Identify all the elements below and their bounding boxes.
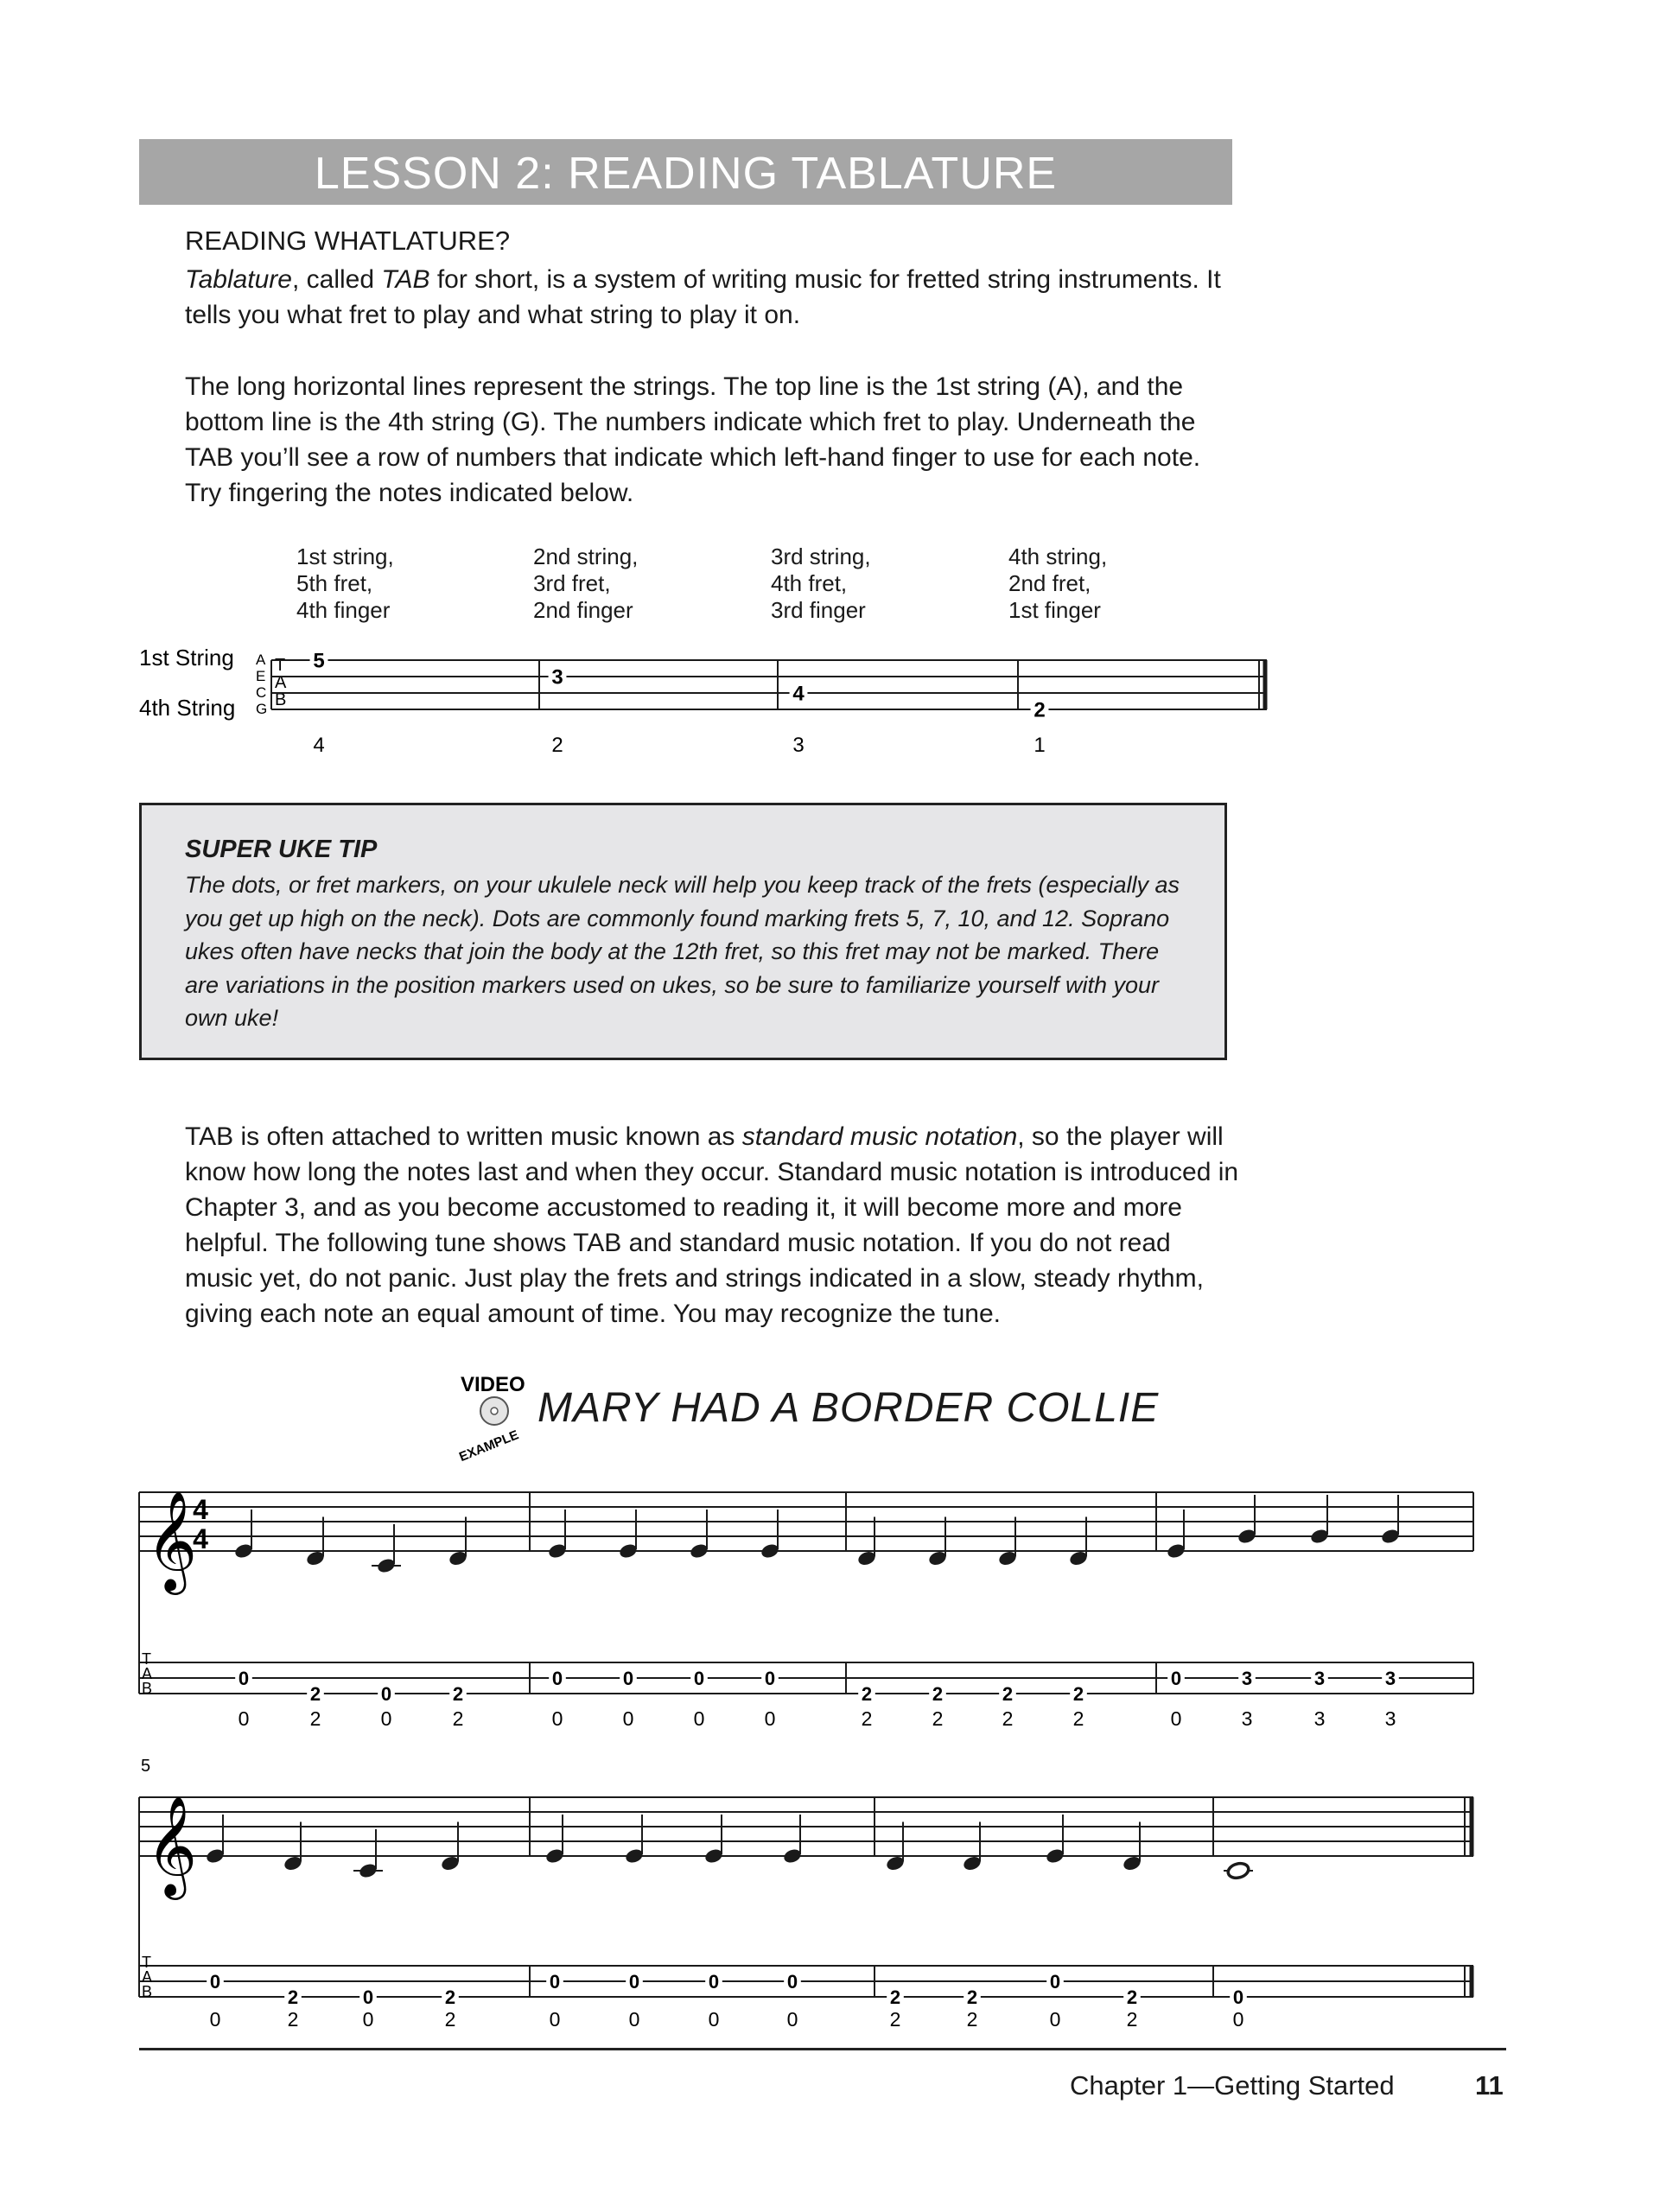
finger-number: 2 [1002,1707,1014,1730]
tab-clef-t: T [142,1954,151,1971]
video-example-icon [457,1373,525,1465]
fret-number: 0 [549,1970,561,1993]
footer-chapter: Chapter 1—Getting Started [1070,2070,1395,2101]
fret-number: 3 [1313,1667,1326,1689]
fret-number: 0 [209,1970,221,1993]
finger-number: 0 [708,2008,720,2031]
fret-number: 3 [1241,1667,1253,1689]
time-signature-top: 4 [193,1494,208,1525]
fret-number: 2 [889,1986,901,2008]
fret-number: 2 [287,1986,299,2008]
finger-number: 3 [1313,1707,1326,1730]
finger-number: 0 [1170,1707,1182,1730]
finger-number: 2 [551,734,563,757]
finger-number: 2 [444,2008,456,2031]
finger-number: 2 [287,2008,299,2031]
tab-clef-t: T [275,656,286,675]
tab-example-staff [271,649,1267,757]
song-title: MARY HAD A BORDER COLLIE [537,1385,1160,1431]
whole-note [1226,1861,1250,1880]
fret-number: 0 [1049,1970,1061,1993]
tip-body: The dots, or fret markers, on your ukulele neck will help you keep track of the frets (especially as you get up high on the neck). Dots are commonly found marking frets 5, 7, 10, and 12. Soprano ukes often have necks that join the body at the 12th fret, so this fret may not be marked. There are variations in the position markers used on ukes, so be sure to familiarize yourself with your own uke! [185,872,1180,1031]
finger-number: 0 [628,2008,640,2031]
finger-number: 0 [380,1707,392,1730]
finger-number: 3 [1241,1707,1253,1730]
song-system [139,1492,1473,1730]
fret-number: 2 [1034,698,1046,722]
fret-number: 3 [551,665,563,690]
caption-line: 2nd string, [533,543,639,569]
treble-clef: 𝄞 [146,1492,198,1589]
intro-term: Tablature [185,265,292,294]
caption-line: 2nd fret, [1008,570,1091,596]
video-badge-bottom: EXAMPLE [457,1427,521,1465]
intro-text-1: , called [291,265,382,294]
page-number: 11 [1475,2070,1504,2101]
intro-abbr: TAB [381,265,430,294]
caption-line: 4th string, [1008,543,1108,569]
tab-clef-b: B [142,1680,153,1697]
caption-line: 5th fret, [296,570,373,596]
tip-title: SUPER UKE TIP [185,836,378,863]
tab-clef-t: T [142,1650,151,1668]
finger-number: 2 [309,1707,321,1730]
caption-line: 1st finger [1008,597,1101,623]
fret-number: 2 [1002,1682,1014,1705]
intro-text-2: for short, is a system of writing music for fretted string instruments. It tells you what fret to play and what string to play it on. [185,265,1221,329]
caption-line: 3rd string, [771,543,871,569]
finger-number: 2 [452,1707,464,1730]
footer-rule [139,2048,1506,2050]
fret-number: 0 [622,1667,634,1689]
finger-number: 2 [1126,2008,1138,2031]
notation-term: standard music notation [741,1122,1018,1151]
first-string-label: 1st String [139,645,234,671]
tab-clef-a: A [142,1968,153,1986]
fret-number: 0 [708,1970,720,1993]
finger-number: 0 [764,1707,776,1730]
tab-clef-a: A [142,1665,153,1682]
finger-number: 1 [1034,734,1046,757]
caption-line: 4th finger [296,597,391,623]
strings-paragraph: The long horizontal lines represent the strings. The top line is the 1st string (A), and the bottom line is the 4th string (G). The numbers indicate which fret to play. Underneath the TAB you’ll see a row of numbers that indicate which left-hand finger to use for each note. Try fingering the notes indicated below. [185,372,1201,507]
fret-number: 2 [309,1682,321,1705]
fret-number: 2 [932,1682,944,1705]
string-name-g: G [256,701,268,717]
tab-clef-b: B [142,1983,153,2000]
finger-number: 2 [966,2008,978,2031]
fret-number: 2 [861,1682,873,1705]
caption-line: 1st string, [296,543,394,569]
fret-number: 2 [1126,1986,1138,2008]
fret-number: 0 [380,1682,392,1705]
caption-line: 4th fret, [771,570,848,596]
tab-clef-a: A [275,673,287,692]
fret-number: 3 [1384,1667,1396,1689]
finger-number: 0 [209,2008,221,2031]
finger-number: 0 [362,2008,374,2031]
fret-number: 0 [693,1667,705,1689]
caption-line: 2nd finger [533,597,633,623]
tab-clef-b: B [275,690,287,709]
fret-number: 0 [362,1986,374,2008]
treble-clef: 𝄞 [146,1797,198,1894]
notation-text-2: , so the player will know how long the notes last and when they occur. Standard music notation is introduced in Chapter 3, and as you become accustomed to reading it, it will become more and more helpful. The following tune shows TAB and standard music notation. If you do not read music yet, do not panic. Just play the frets and strings indicated in a slow, steady rhythm, giving each note an equal amount of time. You may recognize the tune. [185,1122,1239,1328]
caption-line: 3rd fret, [533,570,611,596]
notation-text-1: TAB is often attached to written music known as [185,1122,742,1151]
fret-number: 0 [764,1667,776,1689]
fret-number: 5 [313,649,325,673]
finger-number: 0 [693,1707,705,1730]
finger-number: 0 [551,1707,563,1730]
string-name-a: A [256,652,266,668]
finger-number: 2 [932,1707,944,1730]
fourth-string-label: 4th String [139,695,236,721]
finger-number: 0 [1049,2008,1061,2031]
fret-number: 0 [786,1970,798,1993]
finger-number: 0 [622,1707,634,1730]
section-heading: READING WHATLATURE? [185,226,511,256]
video-badge-top: VIDEO [461,1373,525,1396]
song-systems [139,1492,1473,2031]
fret-number: 2 [452,1682,464,1705]
finger-number: 2 [861,1707,873,1730]
finger-number: 0 [549,2008,561,2031]
finger-number: 2 [1072,1707,1084,1730]
lesson-title: LESSON 2: READING TABLATURE [314,149,1058,199]
string-name-e: E [256,668,266,684]
fret-number: 0 [1170,1667,1182,1689]
caption-line: 3rd finger [771,597,866,623]
tab-example [139,645,287,721]
time-signature-bottom: 4 [193,1523,208,1554]
song-system [139,1757,1473,2031]
fret-number: 2 [444,1986,456,2008]
fret-number: 2 [966,1986,978,2008]
fret-number: 0 [238,1667,250,1689]
finger-number: 3 [792,734,805,757]
finger-number: 0 [1232,2008,1244,2031]
finger-number: 0 [238,1707,250,1730]
finger-number: 0 [786,2008,798,2031]
fret-number: 0 [1232,1986,1244,2008]
finger-number: 2 [889,2008,901,2031]
fret-number: 2 [1072,1682,1084,1705]
fret-number: 0 [551,1667,563,1689]
fret-number: 0 [628,1970,640,1993]
string-name-c: C [256,684,267,701]
finger-number: 3 [1384,1707,1396,1730]
finger-number: 4 [313,734,325,757]
disc-hole [491,1408,498,1414]
measure-number: 5 [141,1757,151,1776]
fret-number: 4 [792,682,805,706]
